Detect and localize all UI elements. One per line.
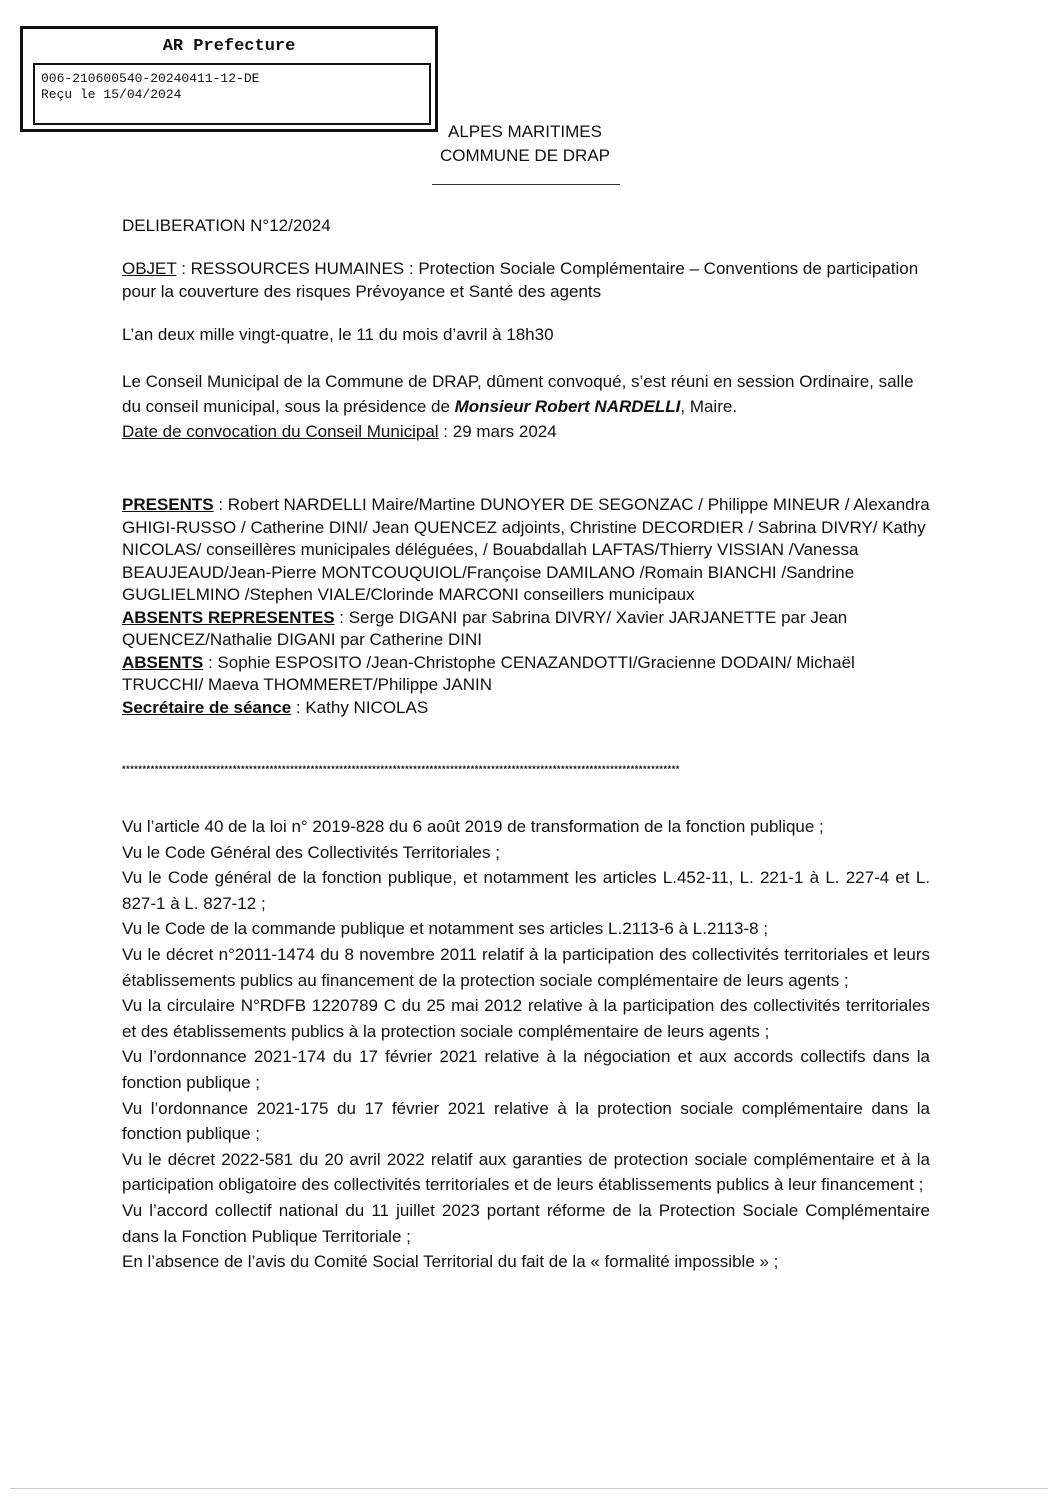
objet-paragraph — [122, 257, 930, 303]
objet-separator: : — [176, 259, 191, 278]
visa-item: Vu le décret n°2011-1474 du 8 novembre 2011 relatif à la participation des collectivités territoriales et leurs établissements publics au financement de la protection sociale complémentaire de leurs agents ; — [122, 944, 930, 990]
visa-item: En l’absence de l’avis du Comité Social Territorial du fait de la « formalité impossible » ; — [122, 1252, 779, 1272]
star-separator: **************************************************************************************************************************************** — [122, 764, 680, 774]
visas-list — [122, 814, 930, 1275]
deliberation-number: DELIBERATION N°12/2024 — [122, 216, 331, 235]
convocation-date-value: : 29 mars 2024 — [438, 422, 557, 441]
visa-item: Vu le Code de la commande publique et notamment ses articles L.2113-6 à L.2113-8 ; — [122, 919, 769, 939]
commune-name: COMMUNE DE DRAP — [439, 146, 610, 165]
visa-item: Vu le Code général de la fonction publique, et notamment les articles L.452-11, L. 221-1 à L. 227-4 et L. 827-1 à L. 827-12 ; — [122, 868, 930, 913]
secretary-paragraph — [122, 697, 930, 720]
stamp-received-date: Reçu le 15/04/2024 — [41, 87, 182, 102]
absents-list: : Sophie ESPOSITO /Jean-Christophe CENAZANDOTTI/Gracienne DODAIN/ Michaël TRUCCHI/ Maeva THOMMERET/Philippe JANIN — [122, 652, 855, 694]
presents-label: PRESENTS — [122, 495, 214, 514]
page-bottom-edge — [10, 1488, 1048, 1489]
secretary-label: Secrétaire de séance — [122, 697, 292, 717]
visa-item: Vu l’article 40 de la loi n° 2019-828 du 6 août 2019 de transformation de la fonction publique ; — [122, 817, 824, 836]
department-name: ALPES MARITIMES — [448, 122, 602, 141]
session-date: L’an deux mille vingt-quatre, le 11 du mois d’avril à 18h30 — [122, 325, 554, 344]
visa-item: Vu le Code Général des Collectivités Territoriales ; — [122, 842, 500, 862]
convocation-date-label: Date de convocation du Conseil Municipal — [122, 422, 439, 441]
stamp-reference: 006-210600540-20240411-12-DE — [41, 71, 260, 86]
absents-label: ABSENTS — [122, 652, 204, 672]
stamp-title: AR Prefecture — [162, 37, 296, 56]
secretary-name: : Kathy NICOLAS — [291, 697, 429, 717]
convocation-text-end: , Maire. — [680, 397, 738, 416]
visa-item: Vu l’accord collectif national du 11 juillet 2023 portant réforme de la Protection Sociale Complémentaire dans la Fonction Publique Territoriale ; — [122, 1200, 930, 1246]
visa-item: Vu la circulaire N°RDFB 1220789 C du 25 mai 2012 relative à la participation des collectivités territoriales et des établissements publics à la protection sociale complémentaire de leurs agents ; — [122, 996, 930, 1041]
objet-text: Protection Sociale Complémentaire – Conventions de participation pour la couverture des risques Prévoyance et Santé des agents — [122, 259, 919, 301]
represented-paragraph — [122, 607, 930, 652]
convocation-paragraph — [122, 369, 930, 444]
represented-list: : Serge DIGANI par Sabrina DIVRY/ Xavier JARJANETTE par Jean QUENCEZ/Nathalie DIGANI par Catherine DINI — [122, 607, 848, 649]
header-divider — [432, 184, 620, 185]
represented-label: ABSENTS REPRESENTES — [122, 607, 335, 627]
stamp-reference-box — [33, 63, 431, 125]
objet-label: OBJET — [122, 259, 177, 278]
absents-paragraph — [122, 652, 930, 697]
prefecture-stamp — [20, 26, 438, 132]
objet-category: RESSOURCES HUMAINES : — [190, 259, 414, 278]
presents-paragraph — [122, 494, 930, 607]
visa-item: Vu l’ordonnance 2021-174 du 17 février 2021 relative à la négociation et aux accords collectifs dans la fonction publique ; — [122, 1047, 930, 1092]
president-name: Monsieur Robert NARDELLI — [454, 397, 681, 416]
presents-list: : Robert NARDELLI Maire/Martine DUNOYER DE SEGONZAC / Philippe MINEUR / Alexandra GHIGI-RUSSO / Catherine DINI/ Jean QUENCEZ adjoints, Christine DECORDIER / Sabrina DIVRY/ Kathy NICOLAS/ conseillères municipales déléguées, / Bouabdallah LAFTAS/Thierry VISSIAN /Vanessa BEAUJEAUD/Jean-Pierre MONTCOUQUIOL/Françoise DAMILANO /Romain BIANCHI /Sandrine GUGLIELMINO /Stephen VIALE/Clorinde MARCONI conseillers municipaux — [122, 495, 930, 604]
convocation-text: Le Conseil Municipal de la Commune de DRAP, dûment convoqué, s’est réuni en session Ordinaire, salle du conseil municipal, sous la présidence de — [122, 372, 914, 416]
visa-item: Vu l’ordonnance 2021-175 du 17 février 2021 relative à la protection sociale complémentaire dans la fonction publique ; — [122, 1098, 930, 1144]
attendance-block — [122, 494, 930, 719]
visa-item: Vu le décret 2022-581 du 20 avril 2022 relatif aux garanties de protection sociale complémentaire et à la participation obligatoire des collectivités territoriales et de leurs établissements publics à leur financement ; — [122, 1149, 930, 1195]
